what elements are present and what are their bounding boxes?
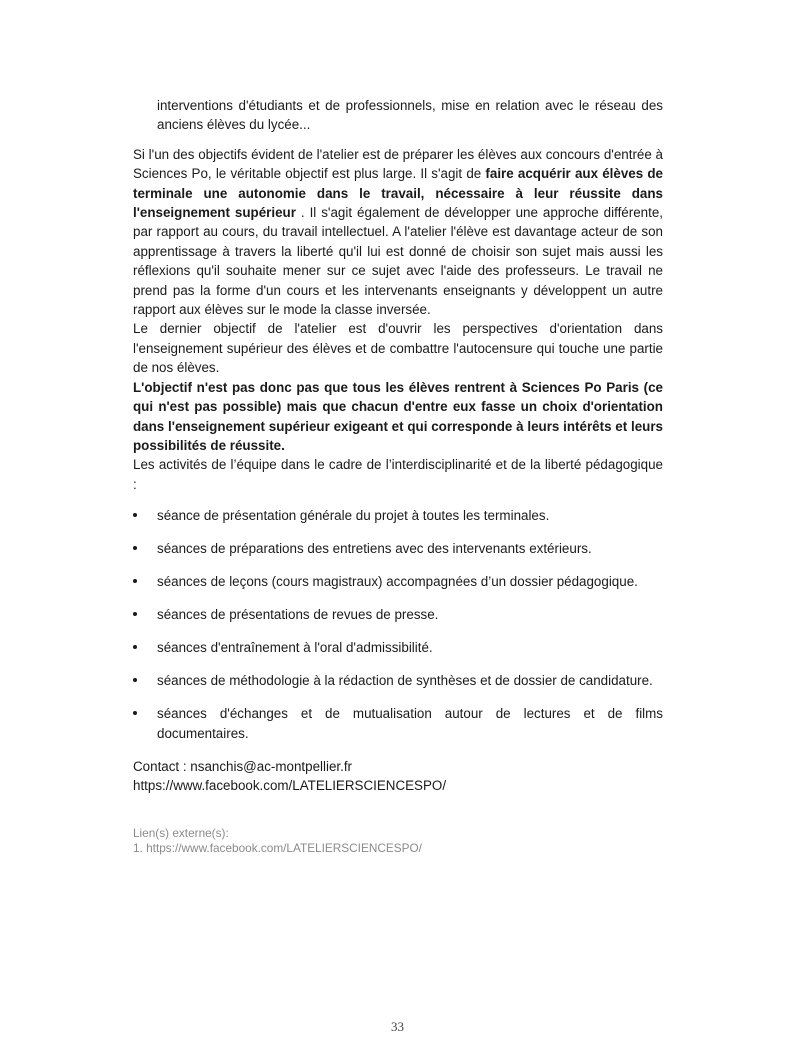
external-links (133, 826, 663, 856)
paragraph-objectives-text-a: Si l'un des objectifs évident de l'atelier est de préparer les élèves aux concours d'entrée à Sciences Po, le véritable objectif est plus large. Il s'agit de (133, 146, 663, 182)
paragraph-objectives-text-c: . Il s'agit également de développer une approche différente, par rapport au cours, du travail intellectuel. A l'atelier l'élève est davantage acteur de son apprentissage à travers la liberté qu'il lui est donné de choisir son sujet mais aussi les réflexions qu'il souhaite mener sur ce sujet avec l'aide des professeurs. Le travail ne prend pas la forme d'un cours et les intervenants enseignants y développent un autre rapport aux élèves sur le mode la classe inversée. (133, 205, 663, 318)
bullet-icon (133, 678, 137, 682)
external-link-1[interactable]: 1. https://www.facebook.com/LATELIERSCIENCESPO/ (133, 840, 422, 855)
contact-email[interactable]: Contact : nsanchis@ac-montpellier.fr (133, 758, 353, 774)
paragraph-objectives (133, 145, 663, 320)
bullet-icon (133, 612, 137, 616)
paragraph-activities-intro: Les activités de l’équipe dans le cadre de l’interdisciplinarité et de la liberté pédagogique : (133, 457, 663, 492)
paragraph-orientation: Le dernier objectif de l'atelier est d'ouvrir les perspectives d'orientation dans l'enseignement supérieur des élèves et de combattre l'autocensure qui touche une partie de nos élèves. (133, 321, 663, 376)
list-item: séances de préparations des entretiens avec des intervenants extérieurs. (133, 539, 663, 558)
bullet-icon (133, 546, 137, 550)
activities-list (133, 506, 663, 743)
bullet-icon (133, 513, 137, 517)
paragraph-continuation: interventions d'étudiants et de professionnels, mise en relation avec le réseau des anciens élèves du lycée... (157, 98, 663, 133)
contact-facebook-link[interactable]: https://www.facebook.com/LATELIERSCIENCESPO/ (133, 777, 447, 793)
external-links-title: Lien(s) externe(s): (133, 825, 229, 840)
list-item: séances de méthodologie à la rédaction de synthèses et de dossier de candidature. (133, 671, 663, 690)
list-item: séances de leçons (cours magistraux) accompagnées d’un dossier pédagogique. (133, 572, 663, 591)
document-page (133, 96, 663, 856)
page-number: 33 (391, 1019, 404, 1034)
list-item: séances d'entraînement à l'oral d'admissibilité. (133, 638, 663, 657)
bullet-icon (133, 711, 137, 715)
list-item: séances de présentations de revues de presse. (133, 605, 663, 624)
paragraph-bold-statement: L'objectif n'est pas donc pas que tous les élèves rentrent à Sciences Po Paris (ce qui n'est pas possible) mais que chacun d'entre eux fasse un choix d'orientation dans l'enseignement supérieur exigeant et qui corresponde à leurs intérêts et leurs possibilités de réussite. (133, 379, 663, 453)
contact-block (133, 757, 663, 795)
list-item: séances d'échanges et de mutualisation autour de lectures et de films documentaires. (133, 704, 663, 743)
bullet-icon (133, 579, 137, 583)
paragraph-objectives-bold: faire acquérir aux élèves de terminale une autonomie dans le travail, nécessaire à leur réussite dans l'enseignement supérieur (133, 166, 663, 221)
bullet-icon (133, 645, 137, 649)
list-item: séance de présentation générale du projet à toutes les terminales. (133, 506, 663, 525)
